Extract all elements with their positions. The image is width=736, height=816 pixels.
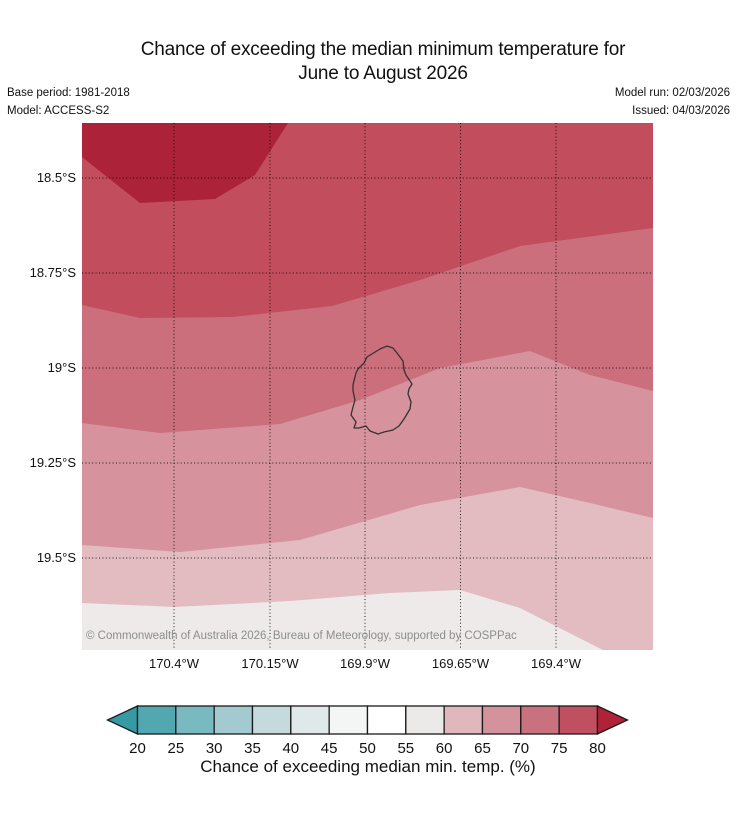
colorbar-label: Chance of exceeding median min. temp. (%) bbox=[200, 757, 536, 776]
lon-tick-label: 169.4°W bbox=[530, 656, 582, 671]
model-text: Model: ACCESS-S2 bbox=[7, 105, 110, 117]
colorbar-segment bbox=[482, 706, 520, 734]
colorbar-segment bbox=[214, 706, 252, 734]
colorbar-segment bbox=[138, 706, 176, 734]
map-svg bbox=[82, 123, 653, 650]
run-metadata-right bbox=[615, 84, 730, 120]
lon-tick-label: 169.65°W bbox=[431, 656, 490, 671]
colorbar-segment bbox=[291, 706, 329, 734]
colorbar-under-arrow bbox=[108, 706, 138, 734]
colorbar-segment bbox=[406, 706, 444, 734]
colorbar-tick-label: 75 bbox=[550, 740, 568, 757]
colorbar-tick-label: 20 bbox=[129, 740, 146, 757]
lat-tick-label: 19.25°S bbox=[29, 455, 76, 470]
issued-text: Issued: 04/03/2026 bbox=[632, 105, 730, 117]
colorbar-tick-label: 30 bbox=[205, 740, 223, 757]
lon-tick-label: 169.9°W bbox=[339, 656, 391, 671]
title-line-1: Chance of exceeding the median minimum temperature for bbox=[140, 39, 626, 60]
colorbar-segment bbox=[367, 706, 405, 734]
lat-tick-label: 19°S bbox=[47, 360, 76, 375]
colorbar-tick-label: 50 bbox=[359, 740, 376, 757]
lat-tick-label: 18.5°S bbox=[36, 170, 76, 185]
colorbar-segment bbox=[559, 706, 597, 734]
colorbar-tick-label: 35 bbox=[244, 740, 261, 757]
colorbar bbox=[0, 700, 736, 762]
colorbar-tick-label: 60 bbox=[435, 740, 453, 757]
run-metadata-left bbox=[7, 84, 130, 120]
colorbar-segment bbox=[521, 706, 559, 734]
colorbar-tick-label: 65 bbox=[474, 740, 491, 757]
colorbar-segment bbox=[176, 706, 214, 734]
colorbar-segment bbox=[444, 706, 482, 734]
lat-tick-label: 18.75°S bbox=[29, 265, 76, 280]
colorbar-tick-label: 40 bbox=[282, 740, 300, 757]
contour-map bbox=[82, 123, 653, 650]
colorbar-tick-label: 45 bbox=[320, 740, 338, 757]
copyright-text: © Commonwealth of Australia 2026, Bureau of Meteorology, supported by COSPPac bbox=[86, 630, 517, 642]
colorbar-tick-label: 70 bbox=[512, 740, 530, 757]
base-period-text: Base period: 1981-2018 bbox=[7, 87, 130, 99]
colorbar-tick-label: 55 bbox=[397, 740, 415, 757]
colorbar-segment bbox=[252, 706, 290, 734]
title-line-2: June to August 2026 bbox=[298, 63, 468, 84]
page-title bbox=[30, 38, 736, 86]
colorbar-tick-label: 80 bbox=[589, 740, 606, 757]
colorbar-over-arrow bbox=[597, 706, 627, 734]
lon-tick-label: 170.4°W bbox=[148, 656, 200, 671]
colorbar-segment bbox=[329, 706, 367, 734]
lat-tick-label: 19.5°S bbox=[36, 550, 76, 565]
lon-tick-label: 170.15°W bbox=[241, 656, 299, 671]
model-run-text: Model run: 02/03/2026 bbox=[614, 87, 730, 99]
colorbar-tick-label: 25 bbox=[167, 740, 185, 757]
